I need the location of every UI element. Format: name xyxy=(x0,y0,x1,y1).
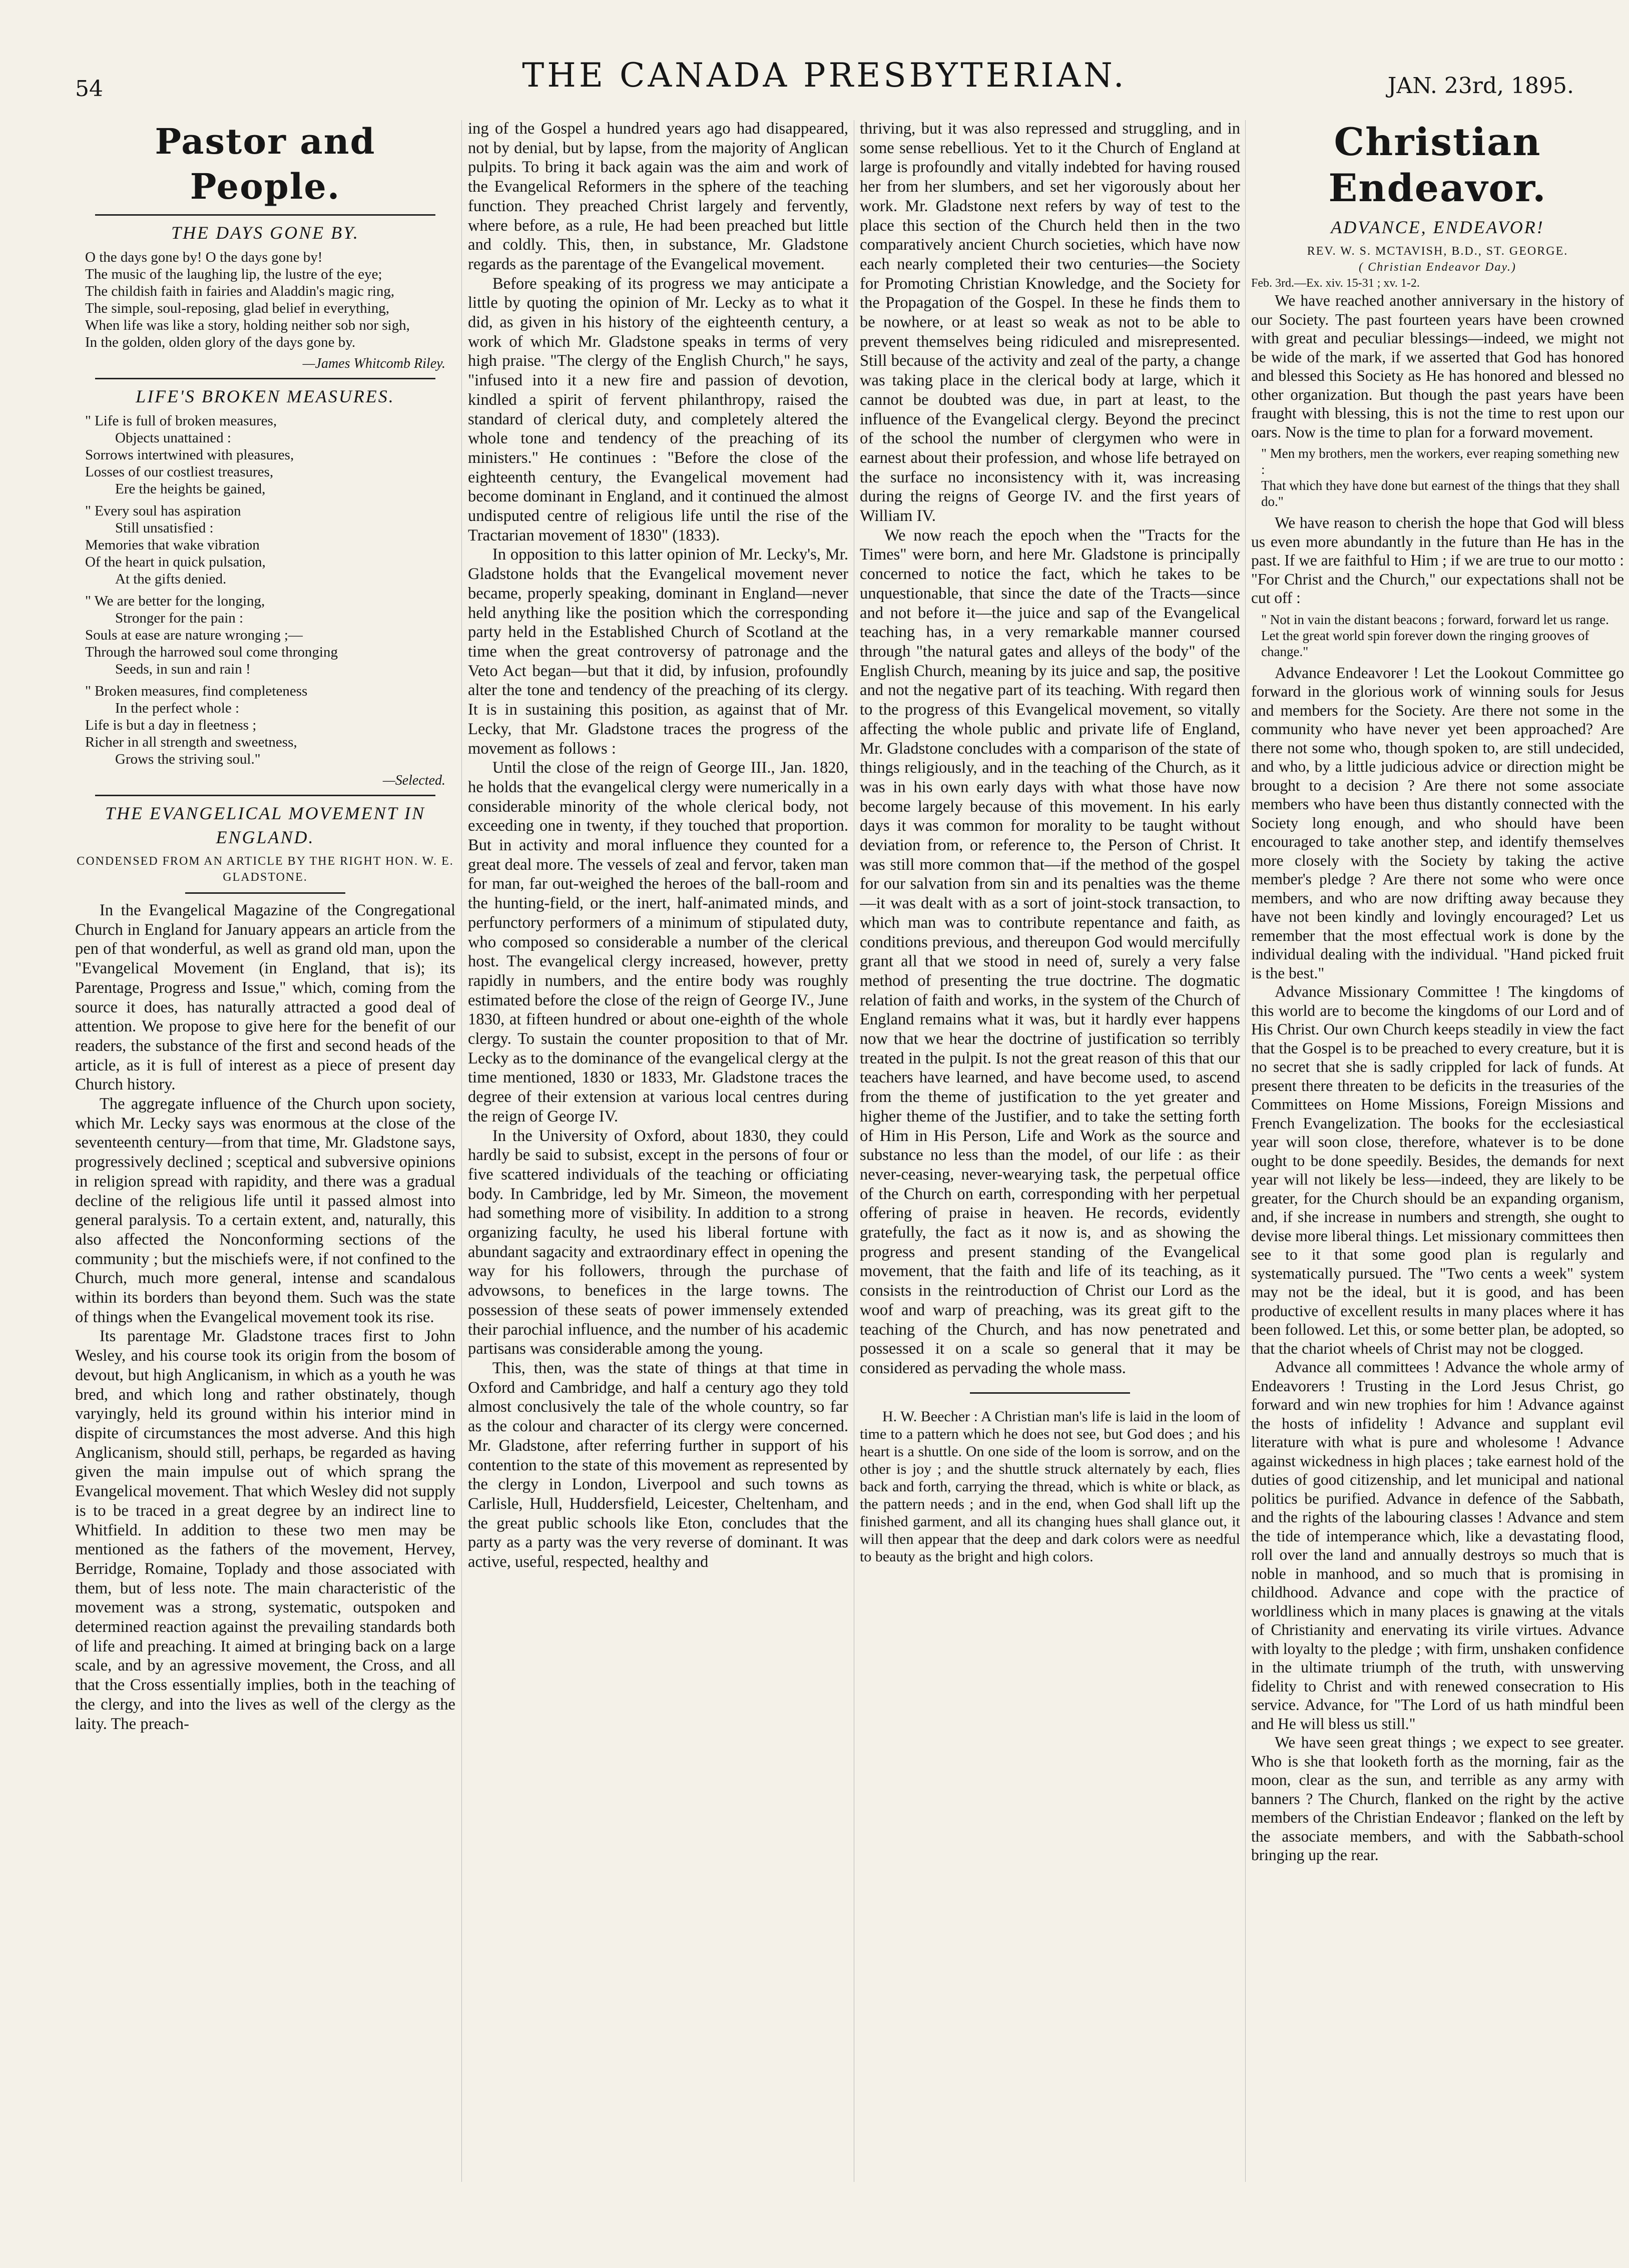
poem-line: In the golden, olden glory of the days gone by. xyxy=(85,334,356,350)
poem-line: " Every soul has aspiration xyxy=(85,503,241,519)
poem-line: Seeds, in sun and rain ! xyxy=(115,661,251,677)
article-paragraph: In opposition to this latter opinion of Mr. Lecky's, Mr. Gladstone holds that the Evangelical movement never became, properly speaking, dominant in England—never held anything like the position which the corresponding party held in the Established Church of Scotland at the time when the great controversy of patronage and the Veto Act began—but that it did, by infusion, profoundly alter the tone and tendency of the preaching of its clergy. It is in sustaining this position, as against that of Mr. Lecky, that Mr. Gladstone traces the progress of the movement as follows : xyxy=(468,545,848,758)
poem-attribution: —James Whitcomb Riley. xyxy=(302,356,445,371)
section-heading: Christian Endeavor. xyxy=(1328,120,1547,210)
poem-line: Memories that wake vibration xyxy=(85,537,260,553)
divider xyxy=(95,214,435,216)
quotation: " Not in vain the distant beacons ; forward, forward let us range. Let the great world spin forever down the ringing grooves of change." xyxy=(1261,612,1609,659)
article-paragraph: This, then, was the state of things at that time in Oxford and Cambridge, and half a century ago they told almost conclusively the tale of the whole country, so far as the colour and character of its clergy were concerned. Mr. Gladstone, after referring further in support of his contention to the state of this movement as represented by the clergy in London, Liverpool and such towns as Carlisle, Hull, Huddersfield, Leicester, Cheltenham, and the great public schools like Eton, concludes that the party as a party was the very reverse of dominant. It was active, useful, respected, healthy and xyxy=(468,1359,848,1571)
article-title: ADVANCE, ENDEAVOR! xyxy=(1331,217,1544,237)
article-paragraph: We have reached another anniversary in the history of our Society. The past fourteen years have been crowned with great and peculiar blessings—indeed, we might not be wide of the mark, if we asserted that God has honored and blessed this Society as He has honored and blessed no other organization. But though the past years have been fraught with blessing, this is not the time to rest upon our oars. Now is the time to plan for a forward movement. xyxy=(1251,292,1624,441)
page-number: 54 xyxy=(75,76,103,102)
article-subtitle: CONDENSED FROM AN ARTICLE BY THE RIGHT HON. W. E. GLADSTONE. xyxy=(77,855,454,884)
poem-line: Still unsatisfied : xyxy=(115,520,214,536)
article-paragraph: We have seen great things ; we expect to see greater. Who is she that looketh forth as the morning, fair as the moon, clear as the sun, and terrible as any army with banners ? The Church, flanked on the right by the active members of the Christian Endeavor ; flanked on the left by the associate members, and with the Sabbath-school bringing up the rear. xyxy=(1251,1734,1624,1864)
poem-line: Richer in all strength and sweetness, xyxy=(85,734,297,750)
article-paragraph: thriving, but it was also repressed and struggling, and in some sense rebellious. Yet to it the Church of England at large is profoundly and vitally indebted for having roused her from her slumbers, and set her vigorously about her work. Mr. Gladstone next refers by way of test to the place this section of the Church held then in the two comparatively ancient Church societies, which have now each nearly completed their two centuries—the Society for Promoting Christian Knowledge, and the Society for the Propagation of the Gospel. In these he finds them to be nowhere, or at least so weak as not to be able to prevent themselves being ridiculed and misrepresented. Still because of the activity and zeal of the party, a change was taking place in the clerical body at large, which it cannot be doubted was due, in part at least, to the influence of the Evangelical clergy. Beyond the precinct of the school the number of clergymen who were in earnest about their profession, and whose life betrayed on the surface no inconsistency with it, was increasing during the reigns of George IV. and the first years of William IV. xyxy=(860,120,1240,525)
section-heading: Pastor and People. xyxy=(155,121,376,207)
poem-line: At the gifts denied. xyxy=(115,571,227,587)
poem-line: The music of the laughing lip, the lustre of the eye; xyxy=(85,266,382,282)
column-3 xyxy=(860,119,1240,2196)
article-paragraph: Until the close of the reign of George III., Jan. 1820, he holds that the evangelical clergy were numerically in a considerable minority of the whole clerical body, not exceeding one in twenty, if they touched that proportion. But in activity and moral influence they counted for a great deal more. The vessels of zeal and fervor, taken man for man, far out-weighed the heroes of the ball-room and the hunting-field, or the inert, half-animated minds, and perfunctory performers of a minimum of stipulated duty, who composed so considerable a number of the clerical host. The evangelical clergy increased, however, pretty rapidly in numbers, and the entire body was roughly estimated before the close of the reign of George IV., June 1830, at fifteen hundred or about one-eighth of the whole clergy. To sustain the counter proposition to that of Mr. Lecky as to the dominance of the evangelical clergy at the time mentioned, 1830 or 1833, Mr. Gladstone traces the degree of their extension at various local centres during the reign of George IV. xyxy=(468,759,848,1125)
divider xyxy=(185,892,345,894)
quotation: " Men my brothers, men the workers, ever reaping something new : That which they have done but earnest of the things that they shall do." xyxy=(1261,446,1620,509)
article-paragraph: The aggregate influence of the Church upon society, which Mr. Lecky says was enormous at the close of the seventeenth century—from that time, Mr. Gladstone says, progressively declined ; sceptical and subversive opinions in religion spread with rapidity, and there was a gradual decline of the religious life until it passed almost into general paralysis. To a certain extent, and, naturally, this also affected the Nonconforming sections of the community ; but the mischiefs were, if not confined to the Church, much more general, intense and scandalous within its borders than beyond them. Such was the state of things when the Evangelical movement took its rise. xyxy=(75,1095,455,1326)
divider xyxy=(95,378,435,379)
divider xyxy=(95,795,435,796)
quotation-paragraph: H. W. Beecher : A Christian man's life is laid in the loom of time to a pattern which he does not see, but God does ; and his heart is a shuttle. On one side of the loom is sorrow, and on the other is joy ; and the shuttle struck alternately by each, flies back and forth, carrying the thread, which is white or black, as the pattern needs ; and in the end, when God shall lift up the finished garment, and all its changing hues shall glance out, it will then appear that the deep and dark colors were as needful to beauty as the bright and high colors. xyxy=(860,1408,1240,1565)
page-header xyxy=(75,56,1574,101)
poem xyxy=(85,249,455,351)
article-occasion: ( Christian Endeavor Day.) xyxy=(1359,261,1516,274)
column-1 xyxy=(75,119,455,2191)
article-paragraph: Before speaking of its progress we may anticipate a little by quoting the opinion of Mr. Lecky as to what it did, as given in his history of the eighteenth century, a work of which Mr. Gladstone speaks in terms of very high praise. "The clergy of the English Church," he says, "infused into it a new fire and passion of devotion, kindled a spirit of fervent philanthropy, raised the standard of clerical duty, and completely altered the whole tone and tendency of the preaching of its ministers." He continues : "Before the close of the eighteenth century, the Evangelical movement had become dominant in England, and it continued the almost undisputed centre of religious life until the rise of the Tractarian movement of 1830" (1833). xyxy=(468,274,848,544)
scripture-reference: Feb. 3rd.—Ex. xiv. 15-31 ; xv. 1-2. xyxy=(1251,277,1420,290)
poem-title: LIFE'S BROKEN MEASURES. xyxy=(136,386,395,406)
poem-line: Grows the striving soul." xyxy=(115,751,261,767)
article-paragraph: We now reach the epoch when the "Tracts for the Times" were born, and here Mr. Gladstone is principally concerned to notice the fact, which he takes to be unquestionable, that since the date of the Tracts—since and not before it—the juice and sap of the Evangelical teaching has, in a very remarkable manner coursed through "the natural gates and alleys of the body" of the English Church, meaning by its juice and sap, the positive and not the negative part of its teaching. With regard then to the progress of this Evangelical movement, so vitally affecting the whole public and private life of England, Mr. Gladstone concludes with a comparison of the state of things religiously, and in the teaching of the Church, as it was in his own early days with what those have now become largely because of this movement. In his early days it was common for morality to be taught without deviation from, or reference to, the Person of Christ. It was still more common that—if the method of the gospel for our salvation from sin and its penalties was the theme—it was dealt with as a sort of joint-stock transaction, to which man was to contribute repentance and faith, as conditions previous, and thereupon God would mercifully grant all that we stood in need of, surely a very false method of presenting the true doctrine. The dogmatic relation of faith and works, in the system of the Church of England remains what it was, but it hardly ever happens now that we hear the doctrine of justification so terribly treated in the pulpit. Is not the great reason of this that our teachers have learned, and have become used, to ascend from the theme of justification to the yet greater and higher theme of the Justifier, and to take the setting forth of Him in His Person, Life and Work as the source and substance no less than the model, of our life : as their never-ceasing, never-wearying task, the perpetual office of the Church on earth, corresponding with her perpetual offering of praise in heaven. He records, evidently gratefully, the fact as it now is, and as showing the progress and present standing of the Evangelical movement, that the faith and life of its teaching, as it consists in the reintroduction of Christ our Lord as the woof and warp of preaching, was its great gift to the teaching of the Church, and has now penetrated and possessed it on a scale so general that it may be considered as pervading the whole mass. xyxy=(860,526,1240,1377)
column-2 xyxy=(468,119,848,2196)
divider xyxy=(970,1392,1130,1394)
poem-line: " We are better for the longing, xyxy=(85,593,265,609)
article-paragraph: Advance all committees ! Advance the whole army of Endeavorers ! Trusting in the Lord Jesus Christ, go forward and win new trophies for him ! Advance against the hosts of infidelity ! Advance and supplant evil literature with what is pure and wholesome ! Advance against wickedness in high places ; take earnest hold of the duties of good citizenship, and let municipal and national politics be purified. Advance in defence of the Sabbath, and the rights of the labouring classes ! Advance and stem the tide of intemperance which, like a devastating flood, roll over the land and annually destroys so much that is noble in manhood, and so much that is promising in childhood. Advance and cope with the practice of worldliness which in many places is gnawing at the vitals of Christianity and enervating its virile virtues. Advance with loyalty to the pledge ; with firm, unshaken confidence in the ultimate triumph of the truth, with unswerving fidelity to Christ and with renewed consecration to His service. Advance, for "The Lord of us hath mindful been and He will bless us still." xyxy=(1251,1358,1624,1733)
article-paragraph: We have reason to cherish the hope that God will bless us even more abundantly in the future than He has in the past. If we are faithful to Him ; if we are true to our motto : "For Christ and the Church," our expectations shall not be cut off : xyxy=(1251,514,1624,607)
article-paragraph: ing of the Gospel a hundred years ago had disappeared, not by denial, but by lapse, from the majority of Anglican pulpits. To bring it back again was the aim and work of the Evangelical Reformers in the sphere of the teaching function. They preached Christ largely and fervently, where before, as a rule, He had been preached but little and coldly. This, then, in substance, Mr. Gladstone regards as the parentage of the Evangelical movement. xyxy=(468,120,848,273)
article-title: THE EVANGELICAL MOVEMENT IN ENGLAND. xyxy=(105,803,426,847)
poem-line: O the days gone by! O the days gone by! xyxy=(85,249,323,265)
column-divider xyxy=(1245,120,1246,2182)
poem-title: THE DAYS GONE BY. xyxy=(171,223,359,243)
poem-line: Souls at ease are nature wronging ;— xyxy=(85,627,303,643)
poem-attribution: —Selected. xyxy=(382,773,445,788)
issue-date: JAN. 23rd, 1895. xyxy=(1387,73,1574,99)
poem-line: Sorrows intertwined with pleasures, xyxy=(85,447,294,463)
poem-line: Life is but a day in fleetness ; xyxy=(85,717,257,733)
newspaper-title: THE CANADA PRESBYTERIAN. xyxy=(522,56,1127,95)
article-author: REV. W. S. MCTAVISH, B.D., ST. GEORGE. xyxy=(1307,245,1568,258)
article-paragraph: Its parentage Mr. Gladstone traces first to John Wesley, and his course took its origin from the bosom of devout, but high Anglicanism, in which as a youth he was bred, and which long and rather obstinately, though varyingly, held its ground within his interior mind in dispite of circumstances the most adverse. And this high Anglicanism, should still, perhaps, be regarded as having given the main impulse out of which sprang the Evangelical movement. That which Wesley did not supply is to be traced in a great degree by an indirect line to Whitfield. In addition to these two men may be mentioned as the fathers of the movement, Hervey, Berridge, Romaine, Toplady and those associated with them, but of less note. The main characteristic of the movement was a strong, systematic, outspoken and determined reaction against the prevailing standards both of life and preaching. It aimed at bringing back on a large scale, and by an agressive movement, the Cross, and all that the Cross essentially implies, both in the teaching of the clergy, and into the lives as well of the clergy as the laity. The preach- xyxy=(75,1327,455,1733)
article-paragraph: Advance Endeavorer ! Let the Lookout Committee go forward in the glorious work of winning souls for Jesus and members for the Society. Are there not some in the community who have never yet been approached? Are there not some who, though spoken to, are still undecided, and who, by a little judicious advice or direction might be brought to a decision ? Are there not some associate members who have been thus distantly connected with the Society long enough, and who should have been encouraged to take another step, and identify themselves more closely with the Society by taking the active member's pledge ? Are there not some who were once members, and who are now drifting away because they have not been kindly and lovingly encouraged? Let us remember that the most effectual work is done by the individual dealing with the individual. "Hand picked fruit is the best." xyxy=(1251,664,1624,982)
article-paragraph: Advance Missionary Committee ! The kingdoms of this world are to become the kingdoms of our Lord and of His Christ. Our own Church keeps steadily in view the fact that the Gospel is to be preached to every creature, but it is no secret that she is sadly crippled for lack of funds. At present there threaten to be deficits in the treasuries of the Committees on Home Missions, Foreign Missions and French Evangelization. The books for the ecclesiastical year will soon close, therefore, whatever is to be done ought to be done speedily. Besides, the demands for next year will not likely be less—indeed, they are likely to be greater, for the Church should be an expanding organism, and, if she increase in numbers and strength, she ought to devise more liberal things. Let missionary committees then see to it that some good plan is regularly and systematically pursued. The "Two cents a week" system may not be the ideal, but it is good, and has been productive of excellent results in many places where it has been followed. Let this, or some better plan, be adopted, so that the chariot wheels of Christ may not be clogged. xyxy=(1251,983,1624,1357)
poem-line: " Life is full of broken measures, xyxy=(85,413,277,429)
poem-line: Stronger for the pain : xyxy=(115,610,244,626)
poem xyxy=(85,412,455,768)
column-divider xyxy=(461,120,462,2182)
poem-line: Of the heart in quick pulsation, xyxy=(85,554,266,570)
poem-line: Ere the heights be gained, xyxy=(115,481,266,497)
article-paragraph: In the Evangelical Magazine of the Congregational Church in England for January appears an article from the pen of that wonderful, as well as grand old man, upon the "Evangelical Movement (in England, that is); its Parentage, Progress and Issue," which, coming from the source it does, has naturally attracted a good deal of attention. We propose to give here for the benefit of our readers, the substance of the first and second heads of the article, as it is full of interest as a piece of present day Church history. xyxy=(75,901,455,1094)
column-4 xyxy=(1251,119,1624,2196)
poem-line: " Broken measures, find completeness xyxy=(85,683,308,699)
poem-line: The childish faith in fairies and Aladdin's magic ring, xyxy=(85,283,395,299)
poem-line: Objects unattained : xyxy=(115,430,231,446)
poem-line: In the perfect whole : xyxy=(115,700,240,716)
poem-line: When life was like a story, holding neither sob nor sigh, xyxy=(85,317,410,333)
poem-line: Through the harrowed soul come thronging xyxy=(85,644,338,660)
poem-line: The simple, soul-reposing, glad belief in everything, xyxy=(85,300,390,316)
article-paragraph: In the University of Oxford, about 1830, they could hardly be said to subsist, except in the persons of four or five scattered individuals of the teaching or officiating body. In Cambridge, led by Mr. Simeon, the movement had something more of visibility. In addition to a strong organizing faculty, he used his liberal fortune with abundant sagacity and extraordinary effect in opening the way for his followers, through the purchase of advowsons, to benefices in the large towns. The possession of these seats of power immensely extended their parochial influence, and the number of his academic partisans was considerable among the young. xyxy=(468,1126,848,1358)
poem-line: Losses of our costliest treasures, xyxy=(85,464,274,480)
